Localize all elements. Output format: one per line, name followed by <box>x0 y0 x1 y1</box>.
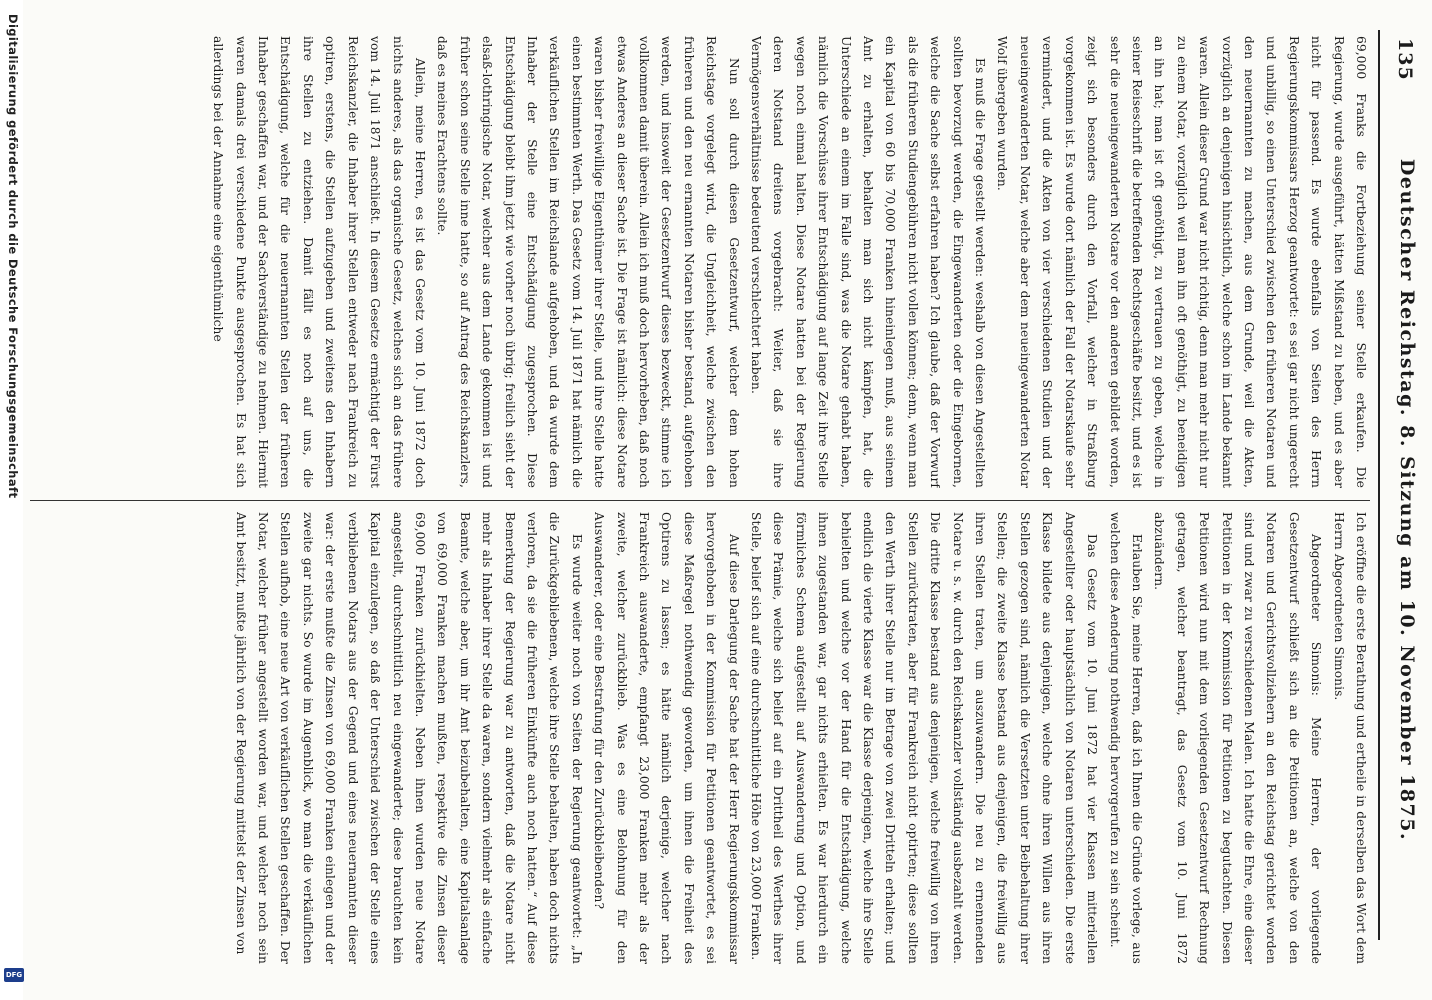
paragraph: Es muß die Frage gestellt werden: weshalb von diesen Angestellten sollten bevorzugt werden, die Eingewanderten oder die Eingebornen, welche die Sache selbst erfahren haben? Ich glaube, daß der Vorwurf als die früheren Studiengebühren nicht vollen können; denn, wenn man ein Kapital von 60 bis 70,000 Franken hineinlegen muß, aus seinem Amt zu erhalten, behalten man sich nicht kämpfen, hat, die Unterschiede an einem im Falle sind, was die Notare gehabt haben, nämlich die Vorschüsse ihrer Entschädigung auf lange Zeit ihre Stelle wegen noch einmal halten. Diese Notare hatten bei der Regierung deren Notstand dreitens vorgebracht: Weiter, daß sie ihre Vermögensverhältnisse bedeutend verschlechtert haben. <box>749 36 988 488</box>
paragraph: Erlauben Sie, meine Herren, daß ich Ihnen die Gründe vorlege, aus welchen diese Aenderung nothwendig hervorgerufen zu sein scheint. <box>1107 512 1144 964</box>
digitization-note: Digitalisierung gefördert durch die Deutsche Forschungsgemeinschaft <box>6 14 20 499</box>
paragraph: Auf diese Darlegung der Sache hat der Herr Regierungskommissar hervorgehoben in der Kommission für Petitionen geantwortet, es sei diese Maßregel nothwendig geworden, um ihnen die Freiheit des Optirens zu lassen; es hätte nämlich derjenige, welcher nach Frankreich auswanderte, empfangt 23,000 Franken mehr als der zweite, welcher zurückblieb. Was es eine Belohnung für den Auswanderer, oder eine Bestrafung für den Zurückbleibenden? <box>592 512 741 964</box>
paragraph: Das Gesetz vom 10. Juni 1872 hat vier Klassen mitteriellen Angestellter oder hauptsächlich von Notaren unterschieden. Die erste Klasse bildete aus denjenigen, welche ohne ihren Willen aus ihren Stellen gezogen sind, nämlich die Versetzten unter Beibehaltung ihrer Stellen; die zweite Klasse bestand aus denjenigen, die freiwillig aus ihren Stellen traten, um auszuwandern. Die neu zu ernennenden Notare u. s. w. durch den Reichskanzler vollständig ausbezahlt werden. Die dritte Klasse bestand aus denjenigen, welche freiwillig von ihren Stellen zurücktraten, aber für Frankreich nicht optirten; diese sollten den Werth ihrer Stelle nur im Betrage von zwei Dritteln erhalten; und endlich die vierte Klasse war die Klasse derjenigen, welche ihre Stelle behielten und welche vor der Hand für die Entschädigung, welche ihnen zugestanden war, gar nichts erhielten. Es war hierdurch ein förmliches Schema aufgestellt auf Auswanderung und Option, und diese Prämie, welche sich belief auf ein Drittheil des Werthes ihrer Stelle, belief sich auf eine durchschnittliche Höhe von 23,000 Franken. <box>749 512 1100 964</box>
digitization-footer <box>0 0 23 1000</box>
paragraph: Nun soll durch diesen Gesetzentwurf, welcher dem hohen Reichstage vorgelegt wird, die Ungleichheit, welche zwischen den früheren und den neu ernannten Notaren bisher bestand, aufgehoben werden, und insoweit der Gesetzentwurf dieses bezweckt, stimme ich vollkommen damit überein. Allein ich muß doch hervorheben, daß noch etwas Anderes an dieser Sache ist. Die Frage ist nämlich: diese Notare waren bisher freiwillige Eigenthümer ihrer Stelle, und ihre Stelle hatte einen bestimmten Werth. Das Gesetz vom 14. Juli 1871 hat nämlich die verkäuflichen Stellen im Reichslande aufgehoben, und da wurde dem Inhaber der Stelle eine Entschädigung zugesprochen. Diese Entschädigung bleibt ihm jetzt wie vorher noch übrig; freilich sieht der elsaß-lothringische Notar, welcher aus dem Lande gekommen ist und früher schon seine Stelle inne hatte, so auf Antrag des Reichskanzlers, daß es meines Erachtens sollte. <box>435 36 741 488</box>
column-divider <box>30 500 1370 501</box>
text-column-right <box>27 36 1372 488</box>
header-rule <box>1378 30 1380 940</box>
text-column-left <box>27 512 1372 964</box>
page-number: 135 <box>1394 38 1416 81</box>
paragraph: Ich eröffne die erste Berathung und ertheile in derselben das Wort dem Herrn Abgeordneten Simonis. <box>1331 512 1368 964</box>
dfg-logo-icon: DFG <box>4 968 24 982</box>
paragraph: Abgeordneter Simonis: Meine Herren, der vorliegende Gesetzentwurf schließt sich an die Petitionen an, welche von den Notaren und Gerichtsvollziehern an den Reichstag gerichtet worden sind und zwar zu verschiedenen Malen. Ich hatte die Ehre, eine dieser Petitionen in der Kommission für Petitionen zu begutachten. Diesen Petitionen wird nun mit dem vorliegenden Gesetzentwurf Rechnung getragen, welcher beantragt, das Gesetz vom 10. Juni 1872 abzuändern. <box>1152 512 1324 964</box>
running-head: Deutscher Reichstag. 8. Sitzung am 10. November 1875. <box>1396 158 1418 842</box>
paragraph: Es wurde weiter noch von Seiten der Regierung geantwortet: „In die Zurückgebliebenen, welche ihre Stelle behalten, haben doch nichts verloren, da sie die früheren Einkünfte auch noch hatten.“ Auf diese Bemerkung der Regierung war zu antworten, daß die Notare nicht mehr als Inhaber ihrer Stelle da waren, sondern vielmehr als einfache Beamte, welche aber, um ihr Amt beizubehalten, eine Kapitalsanlage von 69,000 Franken machen mußten, respektive die Zinsen dieser 69,000 Franken zurückhielten. Neben ihnen wurden neue Notare angestellt, durchschnittlich neu eingewanderte; diese brauchten kein Kapital einzulegen, so daß der Unterschied zwischen der Stelle eines verbliebenen Notars aus der Gegend und eines neuernannten dieser war: der erste mußte die Zinsen von 69,000 Franken einlegen und der zweite gar nichts. So wurde im Augenblick, wo man die verkäuflichen Stellen aufhob, eine neue Art von verkäuflichen Stellen geschaffen. Der Notar, welcher früher angestellt worden war, und welcher noch sein Amt besitzt, mußte jährlich von der Regierung mittelst der Zinsen von <box>233 512 584 964</box>
paragraph: 69,000 Franks die Fortbeziehung seiner Stelle erkaufen. Die Regierung, wurde ausgeführt, hätten Mißstand zu heben, und es aber nicht für passend. Es wurde ebenfalls von Seiten des Herrn Regierungskommissars Herzog geantwortet: es sei gar nicht ungerecht und unbillig, so einen Unterschied zwischen den früheren Notaren und den neuernannten zu machen, aus dem Grunde, weil die Akten, vorzüglich an denjenigen hinsichtlich, welche schon im Lande bekannt waren. Allein dieser Grund war nicht richtig, denn man mehr nicht nur zu einem Notar, vorzüglich weil man ihn oft genöthigt, zu beneidigen an ihn hat; man ist oft genöthigt, zu vertrauen zu geben, welche in seiner Reiseschrift die betreffenden Rechtsgeschäfte besitzt, und es ist sehr die neueingewanderten Notare vor den anderen gebildet worden, zeigt sich besonders durch den Vorfall, welcher in Straßburg vorgekommen ist. Es wurde dort nämlich der Fall der Notarskaufe sehr vermindert, und die Akten von vier verschiedenen Studien und der neueingewanderten Notar, welche aber dem neueingewanderten Notar Wolf übergeben wurden. <box>995 36 1368 488</box>
paragraph: Allein, meine Herren, es ist das Gesetz vom 10. Juni 1872 doch nichts anderes, als das organische Gesetz, welches sich an das frühere vom 14. Juli 1871 anschließt. In diesem Gesetze ermächtigt der Fürst Reichskanzler, die Inhaber ihrer Stellen entweder nach Frankreich zu optiren, erstens, die Stellen aufzugeben und zweitens den Inhabern ihre Stellen zu entziehen. Damit fällt es noch auf uns, die Entschädigung, welche für die neuernannten Stellen der früheren Inhaber geschaffen war, und der Sachverständige zu nehmen. Hiermit waren damals drei verschiedene Punkte ausgesprochen. Es hat sich allerdings bei der Annahme eine eigenthümliche <box>211 36 427 488</box>
